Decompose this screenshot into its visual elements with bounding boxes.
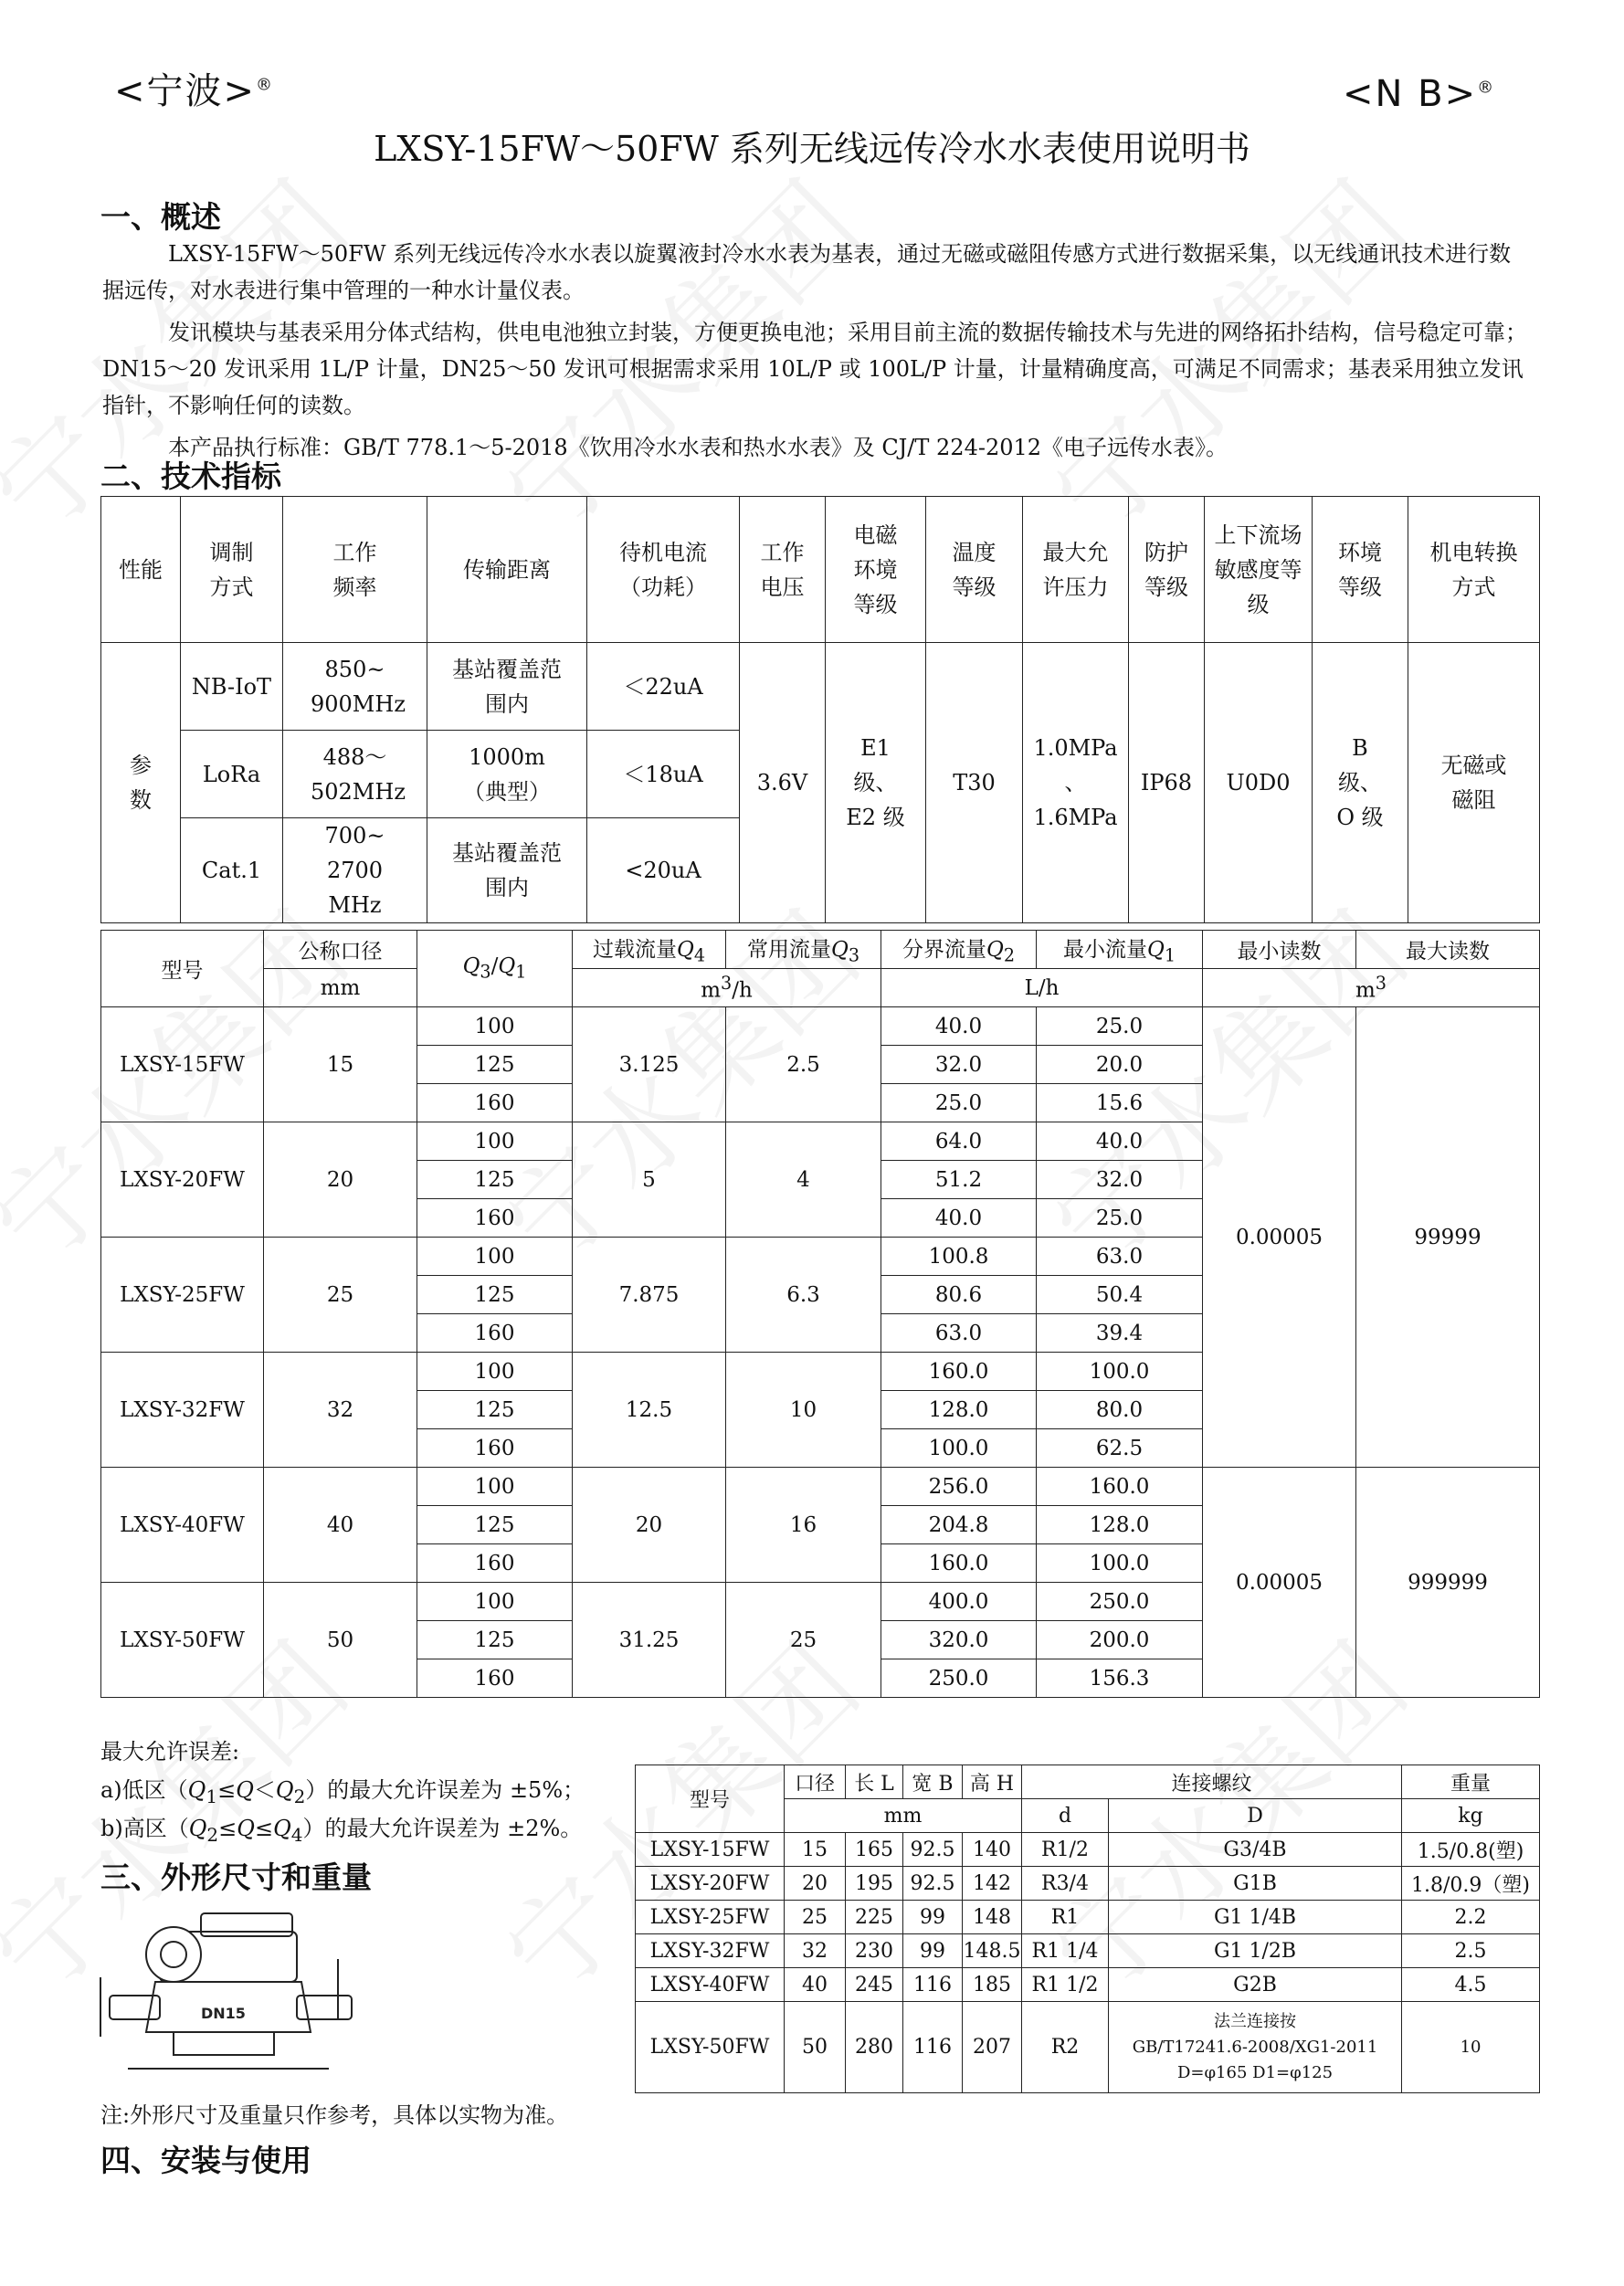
flow-unit: mm	[264, 969, 417, 1007]
dim-row	[636, 1867, 1540, 1901]
dim-cell: LXSY-40FW	[636, 1968, 785, 2002]
flow-q3: 2.5	[726, 1007, 881, 1122]
spec-header: 调制方式	[181, 497, 283, 643]
flow-model: LXSY-20FW	[101, 1122, 264, 1238]
spec-cell: U0D0	[1205, 643, 1313, 923]
dn-label: DN15	[201, 2005, 246, 2022]
dim-unit: kg	[1402, 1799, 1540, 1833]
flow-q4: 20	[573, 1468, 726, 1583]
flow-header: 公称口径	[264, 931, 417, 969]
flow-q4: 31.25	[573, 1583, 726, 1698]
flow-q1: 156.3	[1037, 1659, 1203, 1698]
dim-cell: LXSY-20FW	[636, 1867, 785, 1901]
flow-q2: 40.0	[881, 1199, 1037, 1238]
flow-model: LXSY-15FW	[101, 1007, 264, 1122]
flow-q1: 100.0	[1037, 1544, 1203, 1583]
dim-cell: 280	[846, 2002, 903, 2093]
flow-min-read: 0.00005	[1203, 1468, 1356, 1698]
overview-paragraph: 发讯模块与基表采用分体式结构，供电电池独立封装，方便更换电池；采用目前主流的数据传输技术与先进的网络拓扑结构，信号稳定可靠；DN15～20 发讯采用 1L/P 计量，DN25～50 发讯可根据需求采用 10L/P 或 100L/P 计量，计量精确度高，可满足不同需求；基表采用独立发讯指针，不影响任何的读数。	[102, 320, 1527, 418]
flow-q2: 25.0	[881, 1084, 1037, 1122]
dim-cell: LXSY-25FW	[636, 1901, 785, 1934]
spec-header: 工作电压	[740, 497, 826, 643]
dim-cell: 15	[785, 1833, 846, 1867]
flow-dn: 15	[264, 1007, 417, 1122]
flow-q2: 63.0	[881, 1314, 1037, 1353]
dim-cell: R3/4	[1022, 1867, 1109, 1901]
dim-cell: G1 1/2B	[1109, 1934, 1402, 1968]
dim-cell: 245	[846, 1968, 903, 2002]
spec-header: 待机电流（功耗）	[587, 497, 740, 643]
spec-header: 温度等级	[926, 497, 1023, 643]
dimensions-note: 注:外形尺寸及重量只作参考，具体以实物为准。	[100, 2102, 569, 2128]
dim-cell: 148	[963, 1901, 1022, 1934]
dim-cell: G1 1/4B	[1109, 1901, 1402, 1934]
flow-row	[101, 1007, 1540, 1046]
flow-model: LXSY-50FW	[101, 1583, 264, 1698]
section-heading-installation: 四、安装与使用	[100, 2143, 311, 2178]
flow-dn: 32	[264, 1353, 417, 1468]
company-logo-right: <N B>®	[1343, 73, 1496, 115]
flow-ratio: 160	[417, 1084, 573, 1122]
company-logo-left: <宁波>®	[114, 70, 275, 112]
flow-q2: 160.0	[881, 1544, 1037, 1583]
flow-q2: 256.0	[881, 1468, 1037, 1506]
flow-header: 分界流量$Q_2$	[881, 931, 1037, 969]
water-meter-drawing	[91, 1904, 402, 2087]
spec-cell: ＜22uA	[587, 643, 740, 731]
error-low: a)低区$(Q_1\le Q<Q_2)$的最大允许误差为 ±5%；	[100, 1777, 585, 1807]
flow-unit: L/h	[881, 969, 1203, 1007]
flow-ratio: 125	[417, 1046, 573, 1084]
spec-header: 上下流场敏感度等级	[1205, 497, 1313, 643]
overview-paragraph: LXSY-15FW～50FW 系列无线远传冷水水表以旋翼液封冷水水表为基表，通过无磁或磁阻传感方式进行数据采集，以无线通讯技术进行数据远传，对水表进行集中管理的一种水计量仪表。	[102, 241, 1512, 303]
flow-ratio: 160	[417, 1199, 573, 1238]
flow-q2: 100.8	[881, 1238, 1037, 1276]
flow-q2: 160.0	[881, 1353, 1037, 1391]
spec-cell: <20uA	[587, 818, 740, 923]
spec-cell: B 级、 O 级	[1313, 643, 1408, 923]
flow-dn: 40	[264, 1468, 417, 1583]
flow-q1: 200.0	[1037, 1621, 1203, 1659]
error-high: b)高区$(Q_2\le Q\le Q_4)$的最大允许误差为 ±2%。	[100, 1816, 583, 1846]
flow-q1: 63.0	[1037, 1238, 1203, 1276]
spec-cell: NB-IoT	[181, 643, 283, 731]
flow-header: 型号	[101, 931, 264, 1007]
logo-right-text: N B	[1375, 73, 1445, 115]
flow-max-read: 99999	[1356, 1007, 1540, 1468]
dim-unit: D	[1109, 1799, 1402, 1833]
dim-cell: 99	[903, 1934, 963, 1968]
flow-q4: 3.125	[573, 1007, 726, 1122]
spec-header: 环境等级	[1313, 497, 1408, 643]
dim-header: 宽 B	[903, 1765, 963, 1799]
flow-q1: 39.4	[1037, 1314, 1203, 1353]
dim-cell: R1/2	[1022, 1833, 1109, 1867]
flow-q2: 204.8	[881, 1506, 1037, 1544]
flow-q3: 10	[726, 1353, 881, 1468]
flow-dn: 25	[264, 1238, 417, 1353]
dim-cell: 92.5	[903, 1867, 963, 1901]
dim-cell: G2B	[1109, 1968, 1402, 2002]
section-heading-specs: 二、技术指标	[100, 458, 281, 494]
flow-model: LXSY-40FW	[101, 1468, 264, 1583]
spec-header: 工作频率	[283, 497, 427, 643]
dim-cell: 148.5	[963, 1934, 1022, 1968]
flow-q1: 160.0	[1037, 1468, 1203, 1506]
flow-ratio: 100	[417, 1583, 573, 1621]
dim-cell: 225	[846, 1901, 903, 1934]
dim-cell: 50	[785, 2002, 846, 2093]
flow-ratio: 100	[417, 1238, 573, 1276]
flow-ratio: 125	[417, 1506, 573, 1544]
flow-q1: 62.5	[1037, 1429, 1203, 1468]
page-title: LXSY-15FW～50FW 系列无线远传冷水水表使用说明书	[374, 129, 1250, 169]
spec-cell: E1 级、 E2 级	[826, 643, 926, 923]
dim-row	[636, 1934, 1540, 1968]
flow-q2: 32.0	[881, 1046, 1037, 1084]
flow-dn: 50	[264, 1583, 417, 1698]
flow-q1: 80.0	[1037, 1391, 1203, 1429]
spec-param-label: 参数	[101, 643, 181, 923]
dim-cell: LXSY-50FW	[636, 2002, 785, 2093]
dim-header: 长 L	[846, 1765, 903, 1799]
overview-text	[102, 236, 1527, 466]
dim-cell: 116	[903, 2002, 963, 2093]
flow-q2: 64.0	[881, 1122, 1037, 1161]
dim-cell: 116	[903, 1968, 963, 2002]
dim-unit: d	[1022, 1799, 1109, 1833]
flow-q1: 50.4	[1037, 1276, 1203, 1314]
dim-cell: 185	[963, 1968, 1022, 2002]
flow-ratio: 160	[417, 1659, 573, 1698]
flow-ratio: 125	[417, 1621, 573, 1659]
flow-q1: 15.6	[1037, 1084, 1203, 1122]
dim-cell: 195	[846, 1867, 903, 1901]
dim-cell: 99	[903, 1901, 963, 1934]
flow-q4: 5	[573, 1122, 726, 1238]
dim-cell: 230	[846, 1934, 903, 1968]
flow-ratio: 125	[417, 1161, 573, 1199]
dim-row	[636, 1833, 1540, 1867]
flow-q2: 320.0	[881, 1621, 1037, 1659]
flow-q1: 25.0	[1037, 1007, 1203, 1046]
spec-table	[100, 496, 1540, 923]
flow-q2: 100.0	[881, 1429, 1037, 1468]
flow-q1: 20.0	[1037, 1046, 1203, 1084]
flow-ratio: 125	[417, 1276, 573, 1314]
flow-q1: 250.0	[1037, 1583, 1203, 1621]
spec-cell: ＜18uA	[587, 731, 740, 818]
flow-header: 最小读数	[1203, 931, 1356, 969]
spec-cell: LoRa	[181, 731, 283, 818]
flow-table	[100, 930, 1540, 1698]
flow-header: 最小流量$Q_1$	[1037, 931, 1203, 969]
dim-header: 型号	[636, 1765, 785, 1833]
flow-q2: 128.0	[881, 1391, 1037, 1429]
dim-cell: 207	[963, 2002, 1022, 2093]
dim-cell: 165	[846, 1833, 903, 1867]
flow-header: 过载流量$Q_4$	[573, 931, 726, 969]
flow-q2: 80.6	[881, 1276, 1037, 1314]
spec-cell: 488～ 502MHz	[283, 731, 427, 818]
dim-cell: 1.5/0.8(塑)	[1402, 1833, 1540, 1867]
flow-q1: 128.0	[1037, 1506, 1203, 1544]
flow-row	[101, 1468, 1540, 1506]
section-heading-dimensions: 三、外形尺寸和重量	[100, 1859, 372, 1895]
spec-cell: 1.0MPa 、 1.6MPa	[1023, 643, 1129, 923]
flow-q3: 25	[726, 1583, 881, 1698]
dim-cell: 2.2	[1402, 1901, 1540, 1934]
spec-header: 机电转换方式	[1408, 497, 1540, 643]
dim-cell: R1 1/2	[1022, 1968, 1109, 2002]
dim-header: 口径	[785, 1765, 846, 1799]
flow-ratio: 160	[417, 1544, 573, 1583]
spec-header: 最大允许压力	[1023, 497, 1129, 643]
spec-header: 性能	[101, 497, 181, 643]
spec-cell: 基站覆盖范围内	[427, 643, 587, 731]
dim-cell: 142	[963, 1867, 1022, 1901]
flow-q1: 40.0	[1037, 1122, 1203, 1161]
flow-q2: 400.0	[881, 1583, 1037, 1621]
flow-header: 最大读数	[1356, 931, 1540, 969]
flow-q1: 100.0	[1037, 1353, 1203, 1391]
flow-min-read: 0.00005	[1203, 1007, 1356, 1468]
flow-ratio: 100	[417, 1007, 573, 1046]
spec-header: 电磁环境等级	[826, 497, 926, 643]
dimension-table	[635, 1765, 1540, 2093]
flow-header: 常用流量$Q_3$	[726, 931, 881, 969]
error-title: 最大允许误差:	[100, 1739, 240, 1765]
spec-cell: T30	[926, 643, 1023, 923]
flow-model: LXSY-32FW	[101, 1353, 264, 1468]
dim-row	[636, 1901, 1540, 1934]
dim-cell: 10	[1402, 2002, 1540, 2093]
dim-header: 高 H	[963, 1765, 1022, 1799]
dim-cell: LXSY-15FW	[636, 1833, 785, 1867]
spec-cell: 3.6V	[740, 643, 826, 923]
flow-q4: 12.5	[573, 1353, 726, 1468]
dim-cell: 1.8/0.9（塑)	[1402, 1867, 1540, 1901]
spec-header: 防护等级	[1129, 497, 1205, 643]
overview-paragraph: 本产品执行标准：GB/T 778.1～5-2018《饮用冷水水表和热水水表》及 CJ/T 224-2012《电子远传水表》。	[168, 435, 1229, 460]
flow-q4: 7.875	[573, 1238, 726, 1353]
dim-cell: G3/4B	[1109, 1833, 1402, 1867]
dim-cell: 140	[963, 1833, 1022, 1867]
dim-cell: 20	[785, 1867, 846, 1901]
flow-model: LXSY-25FW	[101, 1238, 264, 1353]
flow-unit: $m^3/h$	[573, 969, 881, 1007]
spec-cell: 700~ 2700 MHz	[283, 818, 427, 923]
dim-header: 连接螺纹	[1022, 1765, 1402, 1799]
flow-q2: 40.0	[881, 1007, 1037, 1046]
flow-ratio: 100	[417, 1353, 573, 1391]
dim-unit: mm	[785, 1799, 1022, 1833]
dim-cell: R2	[1022, 2002, 1109, 2093]
dim-cell-flange: 法兰连接按 GB/T17241.6-2008/XG1-2011 D=φ165 D1=φ125	[1109, 2002, 1402, 2093]
flow-q3: 16	[726, 1468, 881, 1583]
flow-q2: 51.2	[881, 1161, 1037, 1199]
dim-cell: LXSY-32FW	[636, 1934, 785, 1968]
spec-cell: Cat.1	[181, 818, 283, 923]
section-heading-overview: 一、概述	[100, 199, 221, 235]
flow-ratio: 160	[417, 1314, 573, 1353]
spec-cell: 基站覆盖范围内	[427, 818, 587, 923]
flow-q3: 6.3	[726, 1238, 881, 1353]
spec-cell: 无磁或 磁阻	[1408, 643, 1540, 923]
dim-cell: 40	[785, 1968, 846, 2002]
dim-cell: R1 1/4	[1022, 1934, 1109, 1968]
dim-cell: 25	[785, 1901, 846, 1934]
dim-cell: G1B	[1109, 1867, 1402, 1901]
dim-cell: R1	[1022, 1901, 1109, 1934]
flow-q1: 25.0	[1037, 1199, 1203, 1238]
flow-dn: 20	[264, 1122, 417, 1238]
flow-unit: $m^3$	[1203, 969, 1540, 1007]
dim-cell: 2.5	[1402, 1934, 1540, 1968]
dim-header: 重量	[1402, 1765, 1540, 1799]
spec-cell: 1000m （典型）	[427, 731, 587, 818]
flow-ratio: 100	[417, 1468, 573, 1506]
flow-q2: 250.0	[881, 1659, 1037, 1698]
flow-q3: 4	[726, 1122, 881, 1238]
dim-cell: 32	[785, 1934, 846, 1968]
spec-cell: IP68	[1129, 643, 1205, 923]
flow-ratio: 125	[417, 1391, 573, 1429]
logo-left-text: 宁波	[146, 70, 224, 112]
flow-max-read: 999999	[1356, 1468, 1540, 1698]
flow-ratio: 100	[417, 1122, 573, 1161]
dim-cell: 4.5	[1402, 1968, 1540, 2002]
dim-row	[636, 1968, 1540, 2002]
spec-header: 传输距离	[427, 497, 587, 643]
dim-cell: 92.5	[903, 1833, 963, 1867]
spec-cell: 850~ 900MHz	[283, 643, 427, 731]
flow-q1: 32.0	[1037, 1161, 1203, 1199]
flow-ratio: 160	[417, 1429, 573, 1468]
flow-header: $Q_3/Q_1$	[417, 931, 573, 1007]
